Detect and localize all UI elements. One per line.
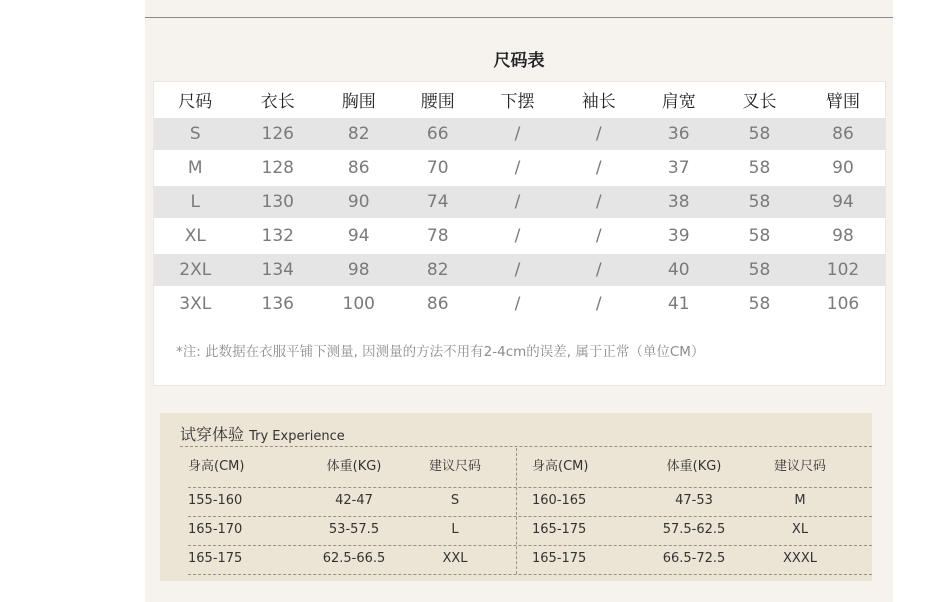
size-chart-cell: M [187, 158, 203, 178]
try-experience-cell: XL [791, 522, 809, 537]
size-chart-cell: / [595, 124, 602, 144]
try-experience-cell: 建议尺码 [773, 459, 827, 474]
size-chart-cell: 90 [832, 158, 854, 178]
size-chart-cell: 82 [347, 124, 370, 144]
size-chart-row [154, 118, 885, 150]
size-chart-cell: 98 [832, 226, 854, 246]
size-chart-cell: 126 [261, 124, 294, 144]
dashed-divider [188, 545, 872, 546]
try-experience-cell: M [794, 493, 806, 508]
size-chart-row [154, 220, 885, 252]
size-chart-cell: 106 [826, 294, 860, 314]
size-chart-cell: 86 [347, 158, 370, 178]
size-chart-cell: 40 [667, 260, 690, 280]
size-chart-cell: S [189, 124, 201, 144]
size-chart-cell: 3XL [179, 294, 212, 314]
size-chart-cell: 36 [667, 124, 690, 144]
try-experience-cell: 155-160 [188, 493, 243, 508]
header-cell: 尺码 [178, 92, 213, 112]
size-chart-cell: 102 [826, 260, 860, 280]
size-chart-cell: 94 [832, 192, 854, 212]
try-experience-cell: 165-175 [532, 551, 587, 566]
size-chart-cell: 66 [426, 124, 449, 144]
size-chart-cell: / [514, 260, 521, 280]
size-chart-cell: / [595, 226, 602, 246]
size-chart-cell: 41 [667, 294, 690, 314]
header-cell: 胸围 [341, 92, 376, 112]
size-chart-cell: 37 [667, 158, 690, 178]
size-chart-cell: / [514, 226, 521, 246]
dashed-divider [188, 516, 872, 517]
size-chart-cell: 70 [426, 158, 449, 178]
dashed-divider [180, 446, 872, 447]
try-experience-cell: 身高(CM) [188, 459, 245, 474]
size-chart-cell: 134 [261, 260, 294, 280]
header-cell: 臂围 [826, 92, 860, 112]
size-chart-cell: 58 [748, 124, 771, 144]
try-experience-cell: 57.5-62.5 [662, 522, 726, 537]
try-experience-cell: 160-165 [532, 493, 587, 508]
try-experience-cell: 165-175 [532, 522, 587, 537]
header-cell: 袖长 [581, 92, 616, 112]
try-experience-cell: 建议尺码 [428, 459, 482, 474]
vertical-divider [516, 448, 517, 574]
size-chart-cell: 58 [748, 226, 771, 246]
try-experience-cell: XXXL [783, 551, 817, 566]
size-chart-cell: 130 [261, 192, 294, 212]
size-chart-cell: 86 [426, 294, 449, 314]
try-experience-cell: 42-47 [335, 493, 373, 508]
size-chart-cell: / [595, 294, 602, 314]
try-experience-title [180, 422, 345, 445]
size-chart-cell: 58 [748, 158, 771, 178]
try-experience-cell: 62.5-66.5 [322, 551, 386, 566]
size-chart-title: 尺码表 [493, 51, 545, 71]
size-chart-cell: 38 [667, 192, 690, 212]
try-experience-panel [160, 413, 872, 581]
size-chart-cell: 58 [748, 294, 771, 314]
try-experience-cell: 体重(KG) [326, 459, 382, 474]
try-experience-cell: XXL [442, 551, 468, 566]
dashed-divider [188, 487, 872, 488]
try-experience-cell: S [450, 493, 460, 508]
size-chart-cell: 78 [426, 226, 449, 246]
size-chart-cell: 136 [261, 294, 294, 314]
measurement-note: *注: 此数据在衣服平铺下测量, 因测量的方法不用有2-4cm的误差, 属于正常（单位CM） [176, 344, 705, 360]
size-chart-cell: 58 [748, 260, 771, 280]
try-experience-cell: 66.5-72.5 [662, 551, 726, 566]
size-chart-cell: 39 [667, 226, 690, 246]
size-chart-header-row [154, 86, 885, 118]
size-chart-cell: / [514, 294, 521, 314]
header-cell: 衣长 [260, 92, 295, 112]
size-chart-cell: 86 [832, 124, 854, 144]
try-experience-cell: 165-175 [188, 551, 243, 566]
size-chart-cell: / [595, 192, 602, 212]
size-chart-cell: / [514, 192, 521, 212]
header-cell: 下摆 [500, 92, 535, 112]
size-chart-cell: 94 [347, 226, 370, 246]
try-title-en: Try Experience [249, 429, 345, 444]
size-chart-cell: 82 [426, 260, 449, 280]
size-chart-cell: 100 [342, 294, 375, 314]
size-chart-cell: / [514, 158, 521, 178]
header-cell: 肩宽 [661, 92, 696, 112]
size-chart-cell: / [595, 260, 602, 280]
size-chart-cell: / [595, 158, 602, 178]
try-experience-cell: L [451, 522, 459, 537]
try-experience-cell: 身高(CM) [532, 459, 589, 474]
try-experience-cell: 体重(KG) [666, 459, 722, 474]
size-chart-cell: 74 [426, 192, 449, 212]
size-chart-cell: 90 [347, 192, 370, 212]
try-title-cn: 试穿体验 [180, 425, 245, 444]
dashed-divider [188, 574, 872, 575]
size-chart-cell: XL [184, 226, 206, 246]
size-chart-row [154, 186, 885, 218]
try-experience-cell: 53-57.5 [328, 522, 380, 537]
header-cell: 腰围 [420, 92, 455, 112]
size-chart-cell: 2XL [179, 260, 212, 280]
size-chart-row [154, 254, 885, 286]
size-chart-cell: 128 [261, 158, 294, 178]
size-chart-cell: 132 [261, 226, 294, 246]
try-experience-cell: 165-170 [188, 522, 243, 537]
size-chart-row [154, 288, 885, 320]
size-chart-cell: 58 [748, 192, 771, 212]
header-cell: 叉长 [742, 92, 777, 112]
size-chart-cell: L [190, 192, 200, 212]
size-chart-cell: 98 [347, 260, 370, 280]
top-divider [145, 17, 893, 18]
try-experience-cell: 47-53 [675, 493, 713, 508]
size-chart-cell: / [514, 124, 521, 144]
size-chart-table [153, 81, 886, 386]
size-chart-row [154, 152, 885, 184]
